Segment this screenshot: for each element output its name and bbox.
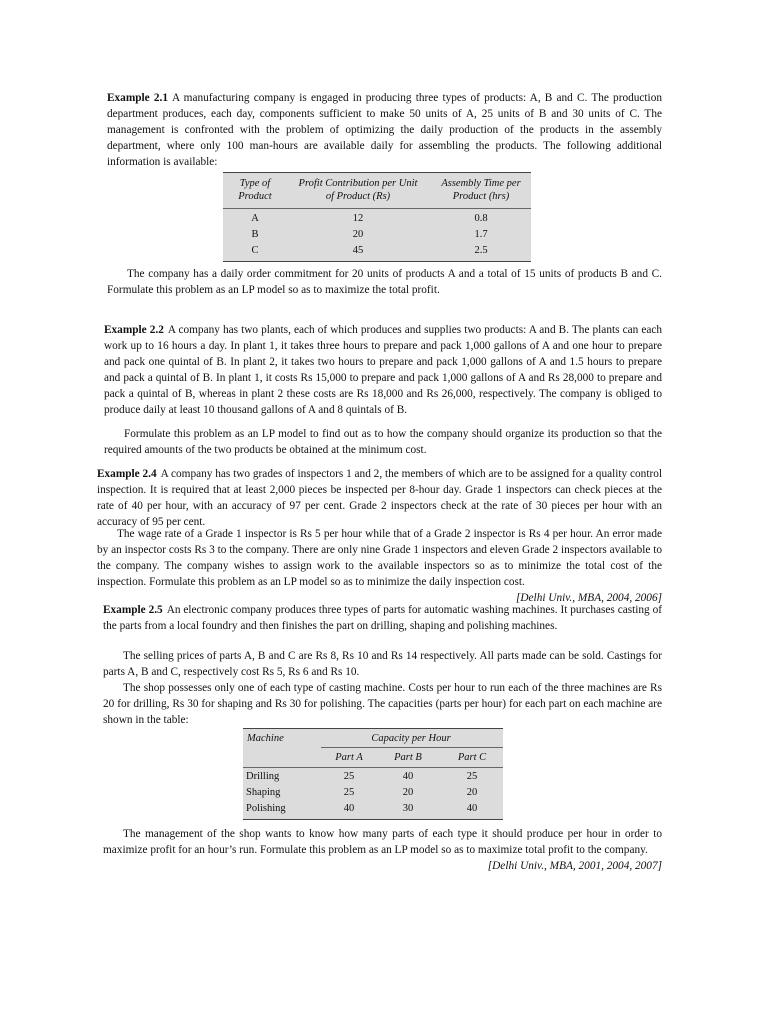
example-2-2-statement [104,322,662,418]
table-cell: 0.8 [474,213,488,224]
table-cell: 2.5 [474,245,488,256]
table-cell: 20 [352,229,364,240]
table-cell: B [251,229,259,240]
table-cell: 20 [466,787,478,798]
col-header-part-b: Part B [394,752,422,763]
col-header-machine: Machine [247,733,284,744]
example-2-1-followup: The company has a daily order commitment for 20 units of products A and a total of 15 units of products B and C. Formulate this problem as an LP model so as to maximize the total profit. [107,268,662,296]
example-2-4-followup [97,526,662,606]
table-cell: 1.7 [474,229,488,240]
table-cell: 30 [402,803,414,814]
col-header-profit: Profit Contribution per Unit of Product (Rs) [298,178,418,202]
row-label-polishing: Polishing [246,803,286,814]
example-2-2-label: Example 2.2 [104,324,164,336]
example-2-4-label: Example 2.4 [97,468,157,480]
example-2-5-followup-text: The management of the shop wants to know how many parts of each type it should produce per hour in order to maximize profit for an hour’s run. Formulate this problem as an LP model so as to maximize total profit to the company. [103,828,662,856]
example-2-2-followup: Formulate this problem as an LP model to find out as to how the company should organize its production so that the required amounts of the two products be obtained at the minimum cost. [104,428,662,456]
table-cell: 25 [466,771,478,782]
table-cell: 12 [352,213,364,224]
table-cell: 20 [402,787,414,798]
capacity-table [243,728,503,820]
example-2-4-citation: [Delhi Univ., MBA, 2004, 2006] [515,592,662,604]
example-2-4-followup-text: The wage rate of a Grade 1 inspector is Rs 5 per hour while that of a Grade 2 inspector is Rs 4 per hour. An error made by an inspector costs Rs 3 to the company. There are only nine Grade 1 inspectors and eleven Grade 2 inspectors available to the company. The company wishes to assign work to the available inspectors so as to minimize the total cost of the inspection. Formulate this problem as an LP model so as to minimize the daily inspection cost. [97,528,662,588]
col-header-type: Type of Product [238,178,272,202]
col-header-capacity: Capacity per Hour [371,733,451,744]
table-cell: C [251,245,259,256]
header-rule [223,208,531,209]
table-cell: 25 [343,771,355,782]
row-label-shaping: Shaping [246,787,281,798]
table-cell: 40 [343,803,355,814]
table-cell: A [251,213,259,224]
table-cell: 40 [466,803,478,814]
col-header-part-c: Part C [457,752,487,763]
example-2-1-text: A manufacturing company is engaged in producing three types of products: A, B and C. The production department produces, each day, components sufficient to make 50 units of A, 25 units of B and 30 units of C. The management is confronted with the problem of optimizing the daily production of the products in the assembly department, where only 100 man-hours are available daily for assembling the products. The following additional information is available: [107,92,662,168]
example-2-2-text: A company has two plants, each of which produces and supplies two products: A and B. The plants can each work up to 16 hours a day. In plant 1, it takes three hours to prepare and pack 1,000 gallons of A and one hour to prepare and pack one quintal of B. In plant 2, it takes two hours to prepare and pack 1,000 gallons of A and 1.5 hours to prepare and pack a quintal of B. In plant 1, it costs Rs 15,000 to prepare and pack 1,000 gallons of A and Rs 28,000 to prepare and pack a quintal of B, whereas in plant 2 these costs are Rs 18,000 and Rs 26,000, respectively. The company is obliged to produce daily at least 10 thousand gallons of A and 8 quintals of B. [104,324,663,416]
example-2-4-text: A company has two grades of inspectors 1 and 2, the members of which are to be assigned for a quality control inspection. It is required that at least 2,000 pieces be inspected per 8-hour day. Grade 1 inspectors can check pieces at the rate of 40 per hour, with an accuracy of 97 per cent. Grade 2 inspectors check at the rate of 30 pieces per hour with an accuracy of 95 per cent. [97,468,663,528]
table-cell: 40 [402,771,414,782]
example-2-1-statement [107,90,662,170]
example-2-5-statement [103,602,662,634]
product-table [223,172,531,262]
table-cell: 25 [343,787,355,798]
example-2-5-citation: [Delhi Univ., MBA, 2001, 2004, 2007] [487,860,662,872]
col-header-part-a: Part A [335,752,363,763]
header-rule [243,767,503,768]
example-2-1-label: Example 2.1 [107,92,168,104]
example-2-5-followup [103,826,662,874]
table-cell: 45 [352,245,364,256]
col-header-assembly: Assembly Time per Product (hrs) [441,178,521,202]
example-2-5-label: Example 2.5 [103,604,163,616]
row-label-drilling: Drilling [246,771,280,782]
group-header-rule [321,747,503,748]
example-2-5-text: An electronic company produces three types of parts for automatic washing machines. It purchases casting of the parts from a local foundry and then finishes the part on drilling, shaping and polishing machines. [103,604,662,632]
example-2-5-prices: The selling prices of parts A, B and C are Rs 8, Rs 10 and Rs 14 respectively. All parts made can be sold. Castings for parts A, B and C, respectively cost Rs 5, Rs 6 and Rs 10. [103,650,662,678]
example-2-4-statement [97,466,662,530]
example-2-5-machines: The shop possesses only one of each type of casting machine. Costs per hour to run each of the three machines are Rs 20 for drilling, Rs 30 for shaping and Rs 30 for polishing. The capacities (parts per hour) for each part on each machine are shown in the table: [103,682,662,726]
